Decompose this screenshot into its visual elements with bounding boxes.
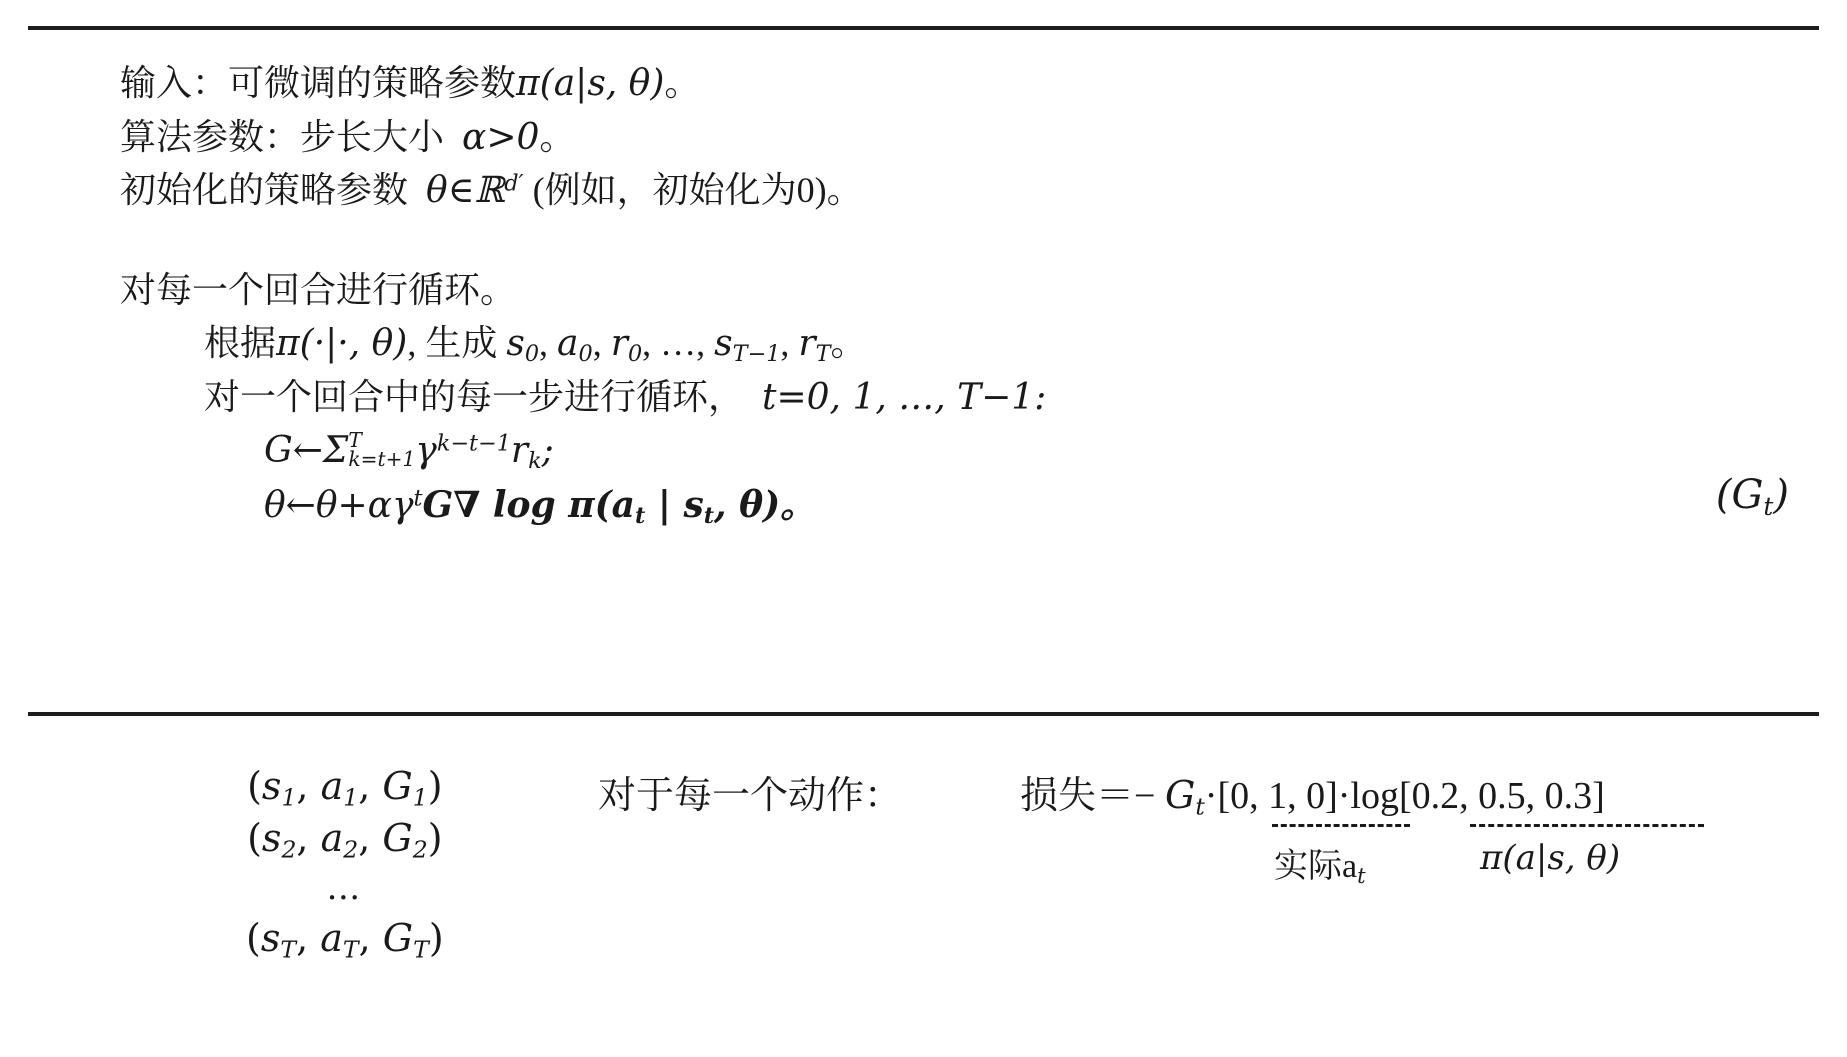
loss-return-symbol: G	[1164, 773, 1196, 817]
algo-init-theta: θ∈ℝ	[426, 170, 505, 212]
middle-rule	[28, 712, 1819, 716]
algo-update-lhs: θ←θ+αγ	[264, 485, 414, 527]
algo-return-line	[120, 427, 1780, 476]
algo-spacer	[120, 221, 1780, 267]
algo-init-label: 初始化的策略参数	[120, 170, 409, 211]
algo-input-end: 。	[664, 63, 701, 103]
dashed-underline-action	[1272, 824, 1410, 827]
algo-return-r: r	[510, 430, 529, 472]
loss-minus: −	[1134, 775, 1156, 817]
algorithm-block	[120, 60, 1780, 536]
algo-sum-upper: T	[348, 427, 362, 452]
algo-loop-step-label: 对一个回合中的每一步进行循环，	[204, 376, 745, 417]
tuple-s: s	[261, 764, 282, 808]
algo-sum-limits	[348, 429, 415, 477]
tuple-s: s	[260, 915, 281, 960]
algo-input-line	[120, 60, 1780, 108]
algo-traj-s0-sub: 0	[524, 341, 540, 368]
tuple-s-sub: T	[280, 935, 297, 964]
algo-return-gamma-exp: k−t−1	[436, 430, 511, 457]
tuple-g: G	[382, 764, 413, 808]
algo-traj-sT-sub: T−1	[732, 341, 781, 368]
algo-traj-rT-sub: T	[815, 341, 831, 368]
loss-probability-vector: [0.2, 0.5, 0.3]	[1398, 775, 1605, 817]
algo-traj-rT: r	[798, 323, 816, 365]
tuple-g: G	[382, 915, 414, 960]
loss-onehot-vector: [0, 1, 0]	[1217, 775, 1338, 817]
algo-return-r-sub: k	[528, 448, 542, 475]
algo-traj-r0-sub: 0	[627, 341, 643, 368]
algo-params-value: α>0	[462, 116, 540, 158]
algo-params-end: 。	[539, 116, 576, 157]
return-tag-sub: t	[1763, 491, 1774, 521]
algo-generate-policy: π(·|·, θ)	[276, 323, 408, 365]
algo-loop-step-range: t=0, 1, …, T−1:	[762, 376, 1047, 418]
algo-params-label: 算法参数：步长大小	[120, 116, 445, 157]
algo-traj-a0: a	[557, 323, 579, 365]
tuple-g-sub: 1	[412, 783, 428, 812]
tuple-a: a	[320, 816, 344, 861]
dashed-underline-policy	[1470, 824, 1704, 827]
algo-generate-line: 根据π(·|·, θ), 生成 $s_0$, $a_0$, $r_0$, …, $s_{T-1}$, $r_T$。	[204, 323, 867, 368]
loss-formula	[1020, 764, 1605, 819]
tuple-g: G	[382, 816, 413, 861]
tuple-a: a	[320, 764, 344, 808]
annotation-actual-label: 实际a	[1274, 848, 1358, 885]
loss-return-sub: t	[1195, 792, 1205, 821]
algo-params-line	[120, 114, 1780, 162]
algo-return-lhs: G←Σ	[264, 430, 349, 472]
algo-init-line	[120, 167, 1780, 215]
algo-traj-r0: r	[610, 323, 628, 365]
algo-traj-ellipsis: …	[660, 323, 697, 364]
tuple-g-sub: T	[413, 935, 429, 964]
tuple-s-sub: 2	[281, 836, 297, 865]
annotation-actual-sub: t	[1357, 862, 1366, 888]
tuple-g-sub: 2	[412, 836, 428, 865]
algo-input-policy: π(a|s, θ)	[516, 63, 665, 104]
list-item: ($s_T$, $a_T$, $G_T$)	[246, 915, 444, 964]
tuple-ellipsis: …	[326, 867, 364, 908]
lower-panel	[0, 760, 1847, 1040]
algo-update-a-sub: t	[634, 503, 646, 530]
return-tag-close: )	[1773, 472, 1789, 518]
tuple-a-sub: 1	[343, 783, 359, 812]
tuple-a-sub: T	[342, 935, 359, 964]
algo-generate-end: 。	[830, 323, 867, 364]
algo-update-line	[120, 482, 1780, 530]
loss-label: 损失＝	[1020, 775, 1135, 817]
algo-return-end: ;	[541, 430, 554, 472]
loss-dot-1: ·	[1204, 775, 1218, 817]
algo-traj-a0-sub: 0	[578, 341, 593, 368]
algo-update-mid: G∇ log π(a	[422, 484, 635, 527]
loss-dot-2-log: ·log	[1337, 775, 1399, 817]
algo-update-mid2: | s	[645, 484, 704, 527]
return-tag-open: (G	[1715, 472, 1764, 518]
algo-loop-step	[120, 374, 1780, 422]
tuple-s-sub: 1	[281, 783, 297, 812]
list-item: ($s_1$, $a_1$, $G_1$)	[247, 764, 443, 812]
algo-traj-sT: s	[714, 323, 733, 365]
algo-loop-episode: 对每一个回合进行循环。	[120, 269, 517, 310]
top-rule	[28, 26, 1819, 30]
tuple-a-sub: 2	[343, 836, 359, 865]
sample-tuple-list	[246, 760, 444, 964]
algo-input-label: 输入：可微调的策略参数	[120, 63, 517, 103]
algo-init-superscript: d′	[504, 170, 524, 197]
algo-generate-prefix: 根据	[204, 323, 277, 364]
tuple-a: a	[320, 915, 343, 960]
return-annotation-tag	[1715, 472, 1789, 521]
algo-sum-lower: k=t+1	[348, 446, 416, 471]
for-each-action-label: 对于每一个动作：	[598, 775, 903, 817]
algo-generate-mid: , 生成	[407, 323, 498, 364]
algo-update-s-sub: t	[703, 503, 715, 530]
algo-init-note: (例如，初始化为0)。	[532, 170, 863, 211]
annotation-policy: π(a|s, θ)	[1480, 838, 1621, 878]
tuple-s: s	[261, 816, 282, 861]
algo-traj-s0: s	[506, 323, 525, 365]
list-item: ($s_2$, $a_2$, $G_2$)	[247, 816, 443, 865]
annotation-actual-action	[1274, 838, 1366, 887]
algo-update-end: , θ)。	[714, 484, 817, 527]
algo-return-gamma: γ	[415, 430, 437, 472]
algo-update-gamma-exp: t	[413, 485, 423, 512]
